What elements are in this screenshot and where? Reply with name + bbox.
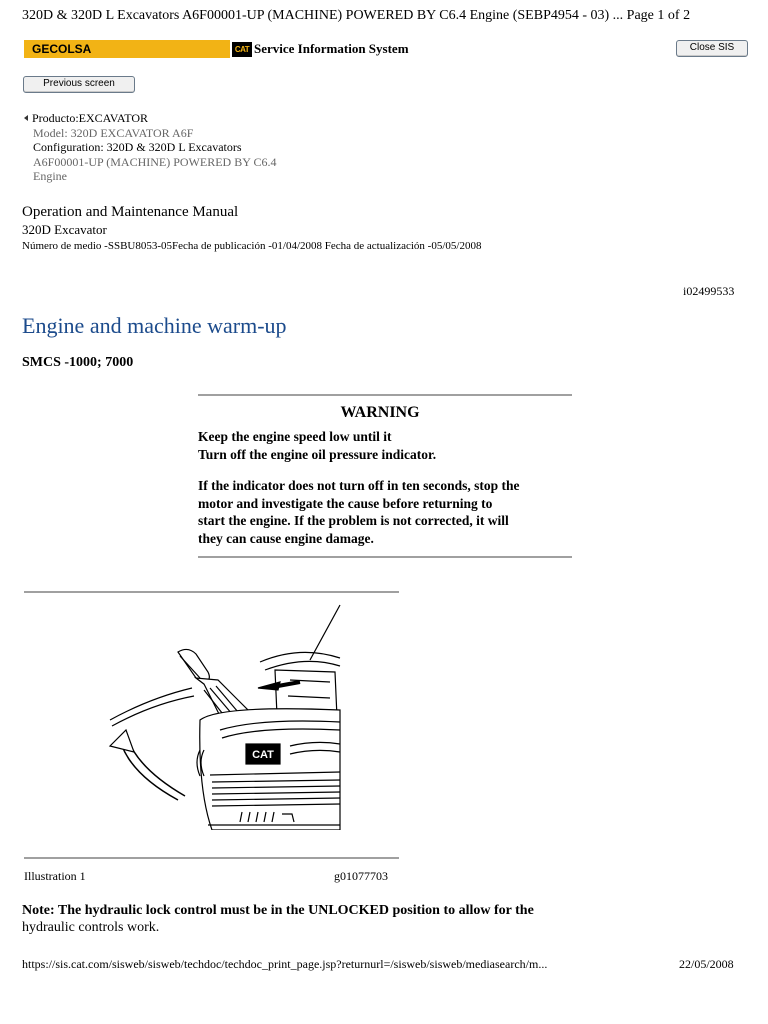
page-header: 320D & 320D L Excavators A6F00001-UP (MACHINE) POWERED BY C6.4 Engine (SEBP4954 - 03) ... Page 1 of 2 <box>22 8 691 23</box>
cat-logo-icon: CAT <box>232 42 252 57</box>
media-info: Número de medio -SSBU8053-05Fecha de publicación -01/04/2008 Fecha de actualización -05/05/2008 <box>22 240 482 252</box>
warning-bottom-rule <box>198 556 572 558</box>
illustration-code: g01077703 <box>334 869 388 883</box>
warning-line: motor and investigate the cause before returning to <box>198 495 493 511</box>
breadcrumb-producto[interactable] <box>24 111 276 126</box>
footer-date: 22/05/2008 <box>679 957 734 971</box>
collapse-arrow-icon[interactable] <box>24 115 28 121</box>
sis-title <box>232 40 409 58</box>
illustration-label: Illustration 1 <box>24 869 86 883</box>
warning-top-rule <box>198 394 572 396</box>
warning-paragraph-1 <box>198 428 568 464</box>
illustration-top-rule <box>24 591 399 593</box>
breadcrumb-model: Model: 320D EXCAVATOR A6F <box>33 125 194 140</box>
illustration-cat-logo-text: CAT <box>252 749 274 761</box>
page-title: Engine and machine warm-up <box>22 313 287 338</box>
warning-heading: WARNING <box>340 404 420 421</box>
breadcrumb-config-detail-2: Engine <box>33 169 67 183</box>
warning-line: If the indicator does not turn off in ten seconds, stop the <box>198 478 520 493</box>
smcs-code: SMCS -1000; 7000 <box>22 355 134 370</box>
breadcrumb-config-detail-1: A6F00001-UP (MACHINE) POWERED BY C6.4 <box>33 154 277 169</box>
illustration-lever-drawing <box>100 600 345 830</box>
illustration-bottom-rule <box>24 857 399 859</box>
breadcrumb-producto-label: Producto:EXCAVATOR <box>32 111 149 125</box>
warning-line: they can cause engine damage. <box>198 530 374 546</box>
manual-title: Operation and Maintenance Manual <box>22 204 239 220</box>
sis-title-text: Service Information System <box>254 41 409 56</box>
warning-paragraph-2 <box>198 477 568 547</box>
footer-url: https://sis.cat.com/sisweb/sisweb/techdoc/techdoc_print_page.jsp?returnurl=/sisweb/sisweb/mediasearch/m... <box>22 957 548 971</box>
previous-screen-button[interactable]: Previous screen <box>23 76 135 93</box>
note-text: hydraulic controls work. <box>22 920 160 935</box>
warning-line: Keep the engine speed low until it <box>198 429 392 444</box>
note-bold-text: Note: The hydraulic lock control must be in the UNLOCKED position to allow for the <box>22 903 534 918</box>
document-id: i02499533 <box>683 284 735 298</box>
breadcrumb-configuration: Configuration: 320D & 320D L Excavators <box>33 140 242 154</box>
warning-line: Turn off the engine oil pressure indicator. <box>198 447 437 462</box>
breadcrumb <box>24 111 276 184</box>
manual-subtitle: 320D Excavator <box>22 222 107 237</box>
note-paragraph <box>22 902 742 936</box>
close-sis-button[interactable]: Close SIS <box>676 40 748 57</box>
warning-line: start the engine. If the problem is not corrected, it will <box>198 513 509 528</box>
company-banner: GECOLSA <box>24 40 230 58</box>
